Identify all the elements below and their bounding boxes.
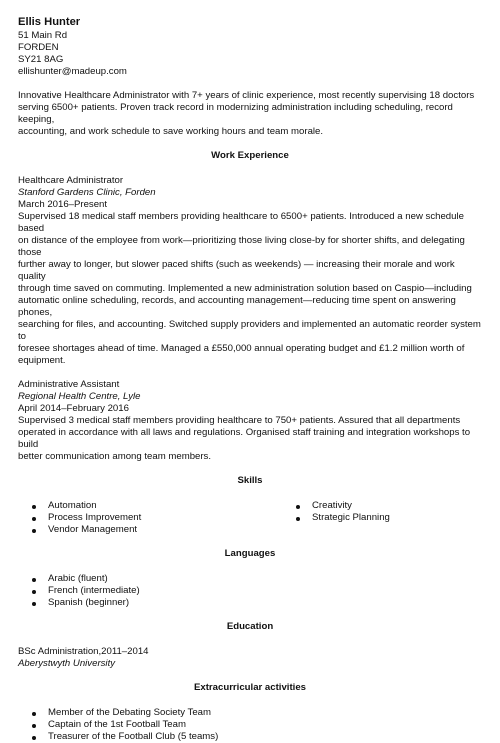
job-description-line: foresee shortages ahead of time. Managed a £550,000 annual operating budget and £1.2 million worth of [18,343,465,354]
extracurricular-list [18,707,482,743]
summary-line: Innovative Healthcare Administrator with 7+ years of clinic experience, most recently supervising 18 doctors [18,90,475,101]
skills-heading: Skills [237,475,263,486]
city-line: FORDEN [18,42,59,53]
school-line: Aberystwyth University [18,658,116,669]
list-item: French (intermediate) [18,585,482,597]
job-description-line: further away to longer, but slower paced shifts (such as weekends) — increasing their morale and work quality [18,259,455,282]
job-description-line: Supervised 18 medical staff members providing healthcare to 6500+ patients. Introduced a new schedule based [18,211,464,234]
list-item: Member of the Debating Society Team [18,707,482,719]
summary-line: serving 6500+ patients. Proven track record in modernizing administration including scheduling, record keeping, [18,102,453,125]
job-description-line: Supervised 3 medical staff members providing healthcare to 750+ patients. Assured that all departments [18,415,461,426]
list-item: Spanish (beginner) [18,597,482,609]
job-dates: April 2014–February 2016 [18,403,129,414]
extracurricular-heading: Extracurricular activities [194,682,306,693]
list-item: Treasurer of the Football Club (5 teams) [18,731,482,743]
job-description-line: equipment. [18,355,66,366]
list-item: Process Improvement [18,512,282,524]
job-role: Administrative Assistant [18,379,120,390]
job-description-line: operated in accordance with all laws and regulations. Organised staff training and integration workshops to build [18,427,471,450]
skills-column [18,500,282,536]
list-item: Creativity [282,500,482,512]
postcode-line: SY21 8AG [18,54,64,65]
skills-list [18,500,482,536]
list-item: Vendor Management [18,524,282,536]
job-organisation: Stanford Gardens Clinic, Forden [18,187,156,198]
list-item: Captain of the 1st Football Team [18,719,482,731]
job-description-line: automatic online scheduling, records, and accounting management—reducing time spent on answering phones, [18,295,456,318]
contact-block [18,16,482,78]
job-entry [18,379,482,463]
candidate-name: Ellis Hunter [18,16,81,28]
list-item: Arabic (fluent) [18,573,482,585]
list-item: Strategic Planning [282,512,482,524]
skills-column [282,500,482,536]
work-experience-heading: Work Experience [211,150,289,161]
job-role: Healthcare Administrator [18,175,124,186]
list-item: Automation [18,500,282,512]
job-entry [18,175,482,367]
address-line: 51 Main Rd [18,30,68,41]
education-heading: Education [226,621,274,632]
summary-paragraph [18,90,482,138]
job-description-line: better communication among team members. [18,451,212,462]
education-entry [18,646,482,670]
job-description-line: on distance of the employee from work—prioritizing those living close-by for shorter shifts, and delegating those [18,235,465,258]
summary-line: accounting, and work schedule to save working hours and team morale. [18,126,324,137]
job-description-line: searching for files, and accounting. Switched supply providers and implemented an automatic reorder system to [18,319,481,342]
job-dates: March 2016–Present [18,199,108,210]
resume-page [18,16,482,743]
languages-list [18,573,482,609]
job-description-line: through time saved on commuting. Implemented a new administration solution based on Caspio—including [18,283,472,294]
job-organisation: Regional Health Centre, Lyle [18,391,141,402]
degree-line: BSc Administration,2011–2014 [18,646,149,657]
languages-heading: Languages [224,548,276,559]
email-line: ellishunter@madeup.com [18,66,127,77]
